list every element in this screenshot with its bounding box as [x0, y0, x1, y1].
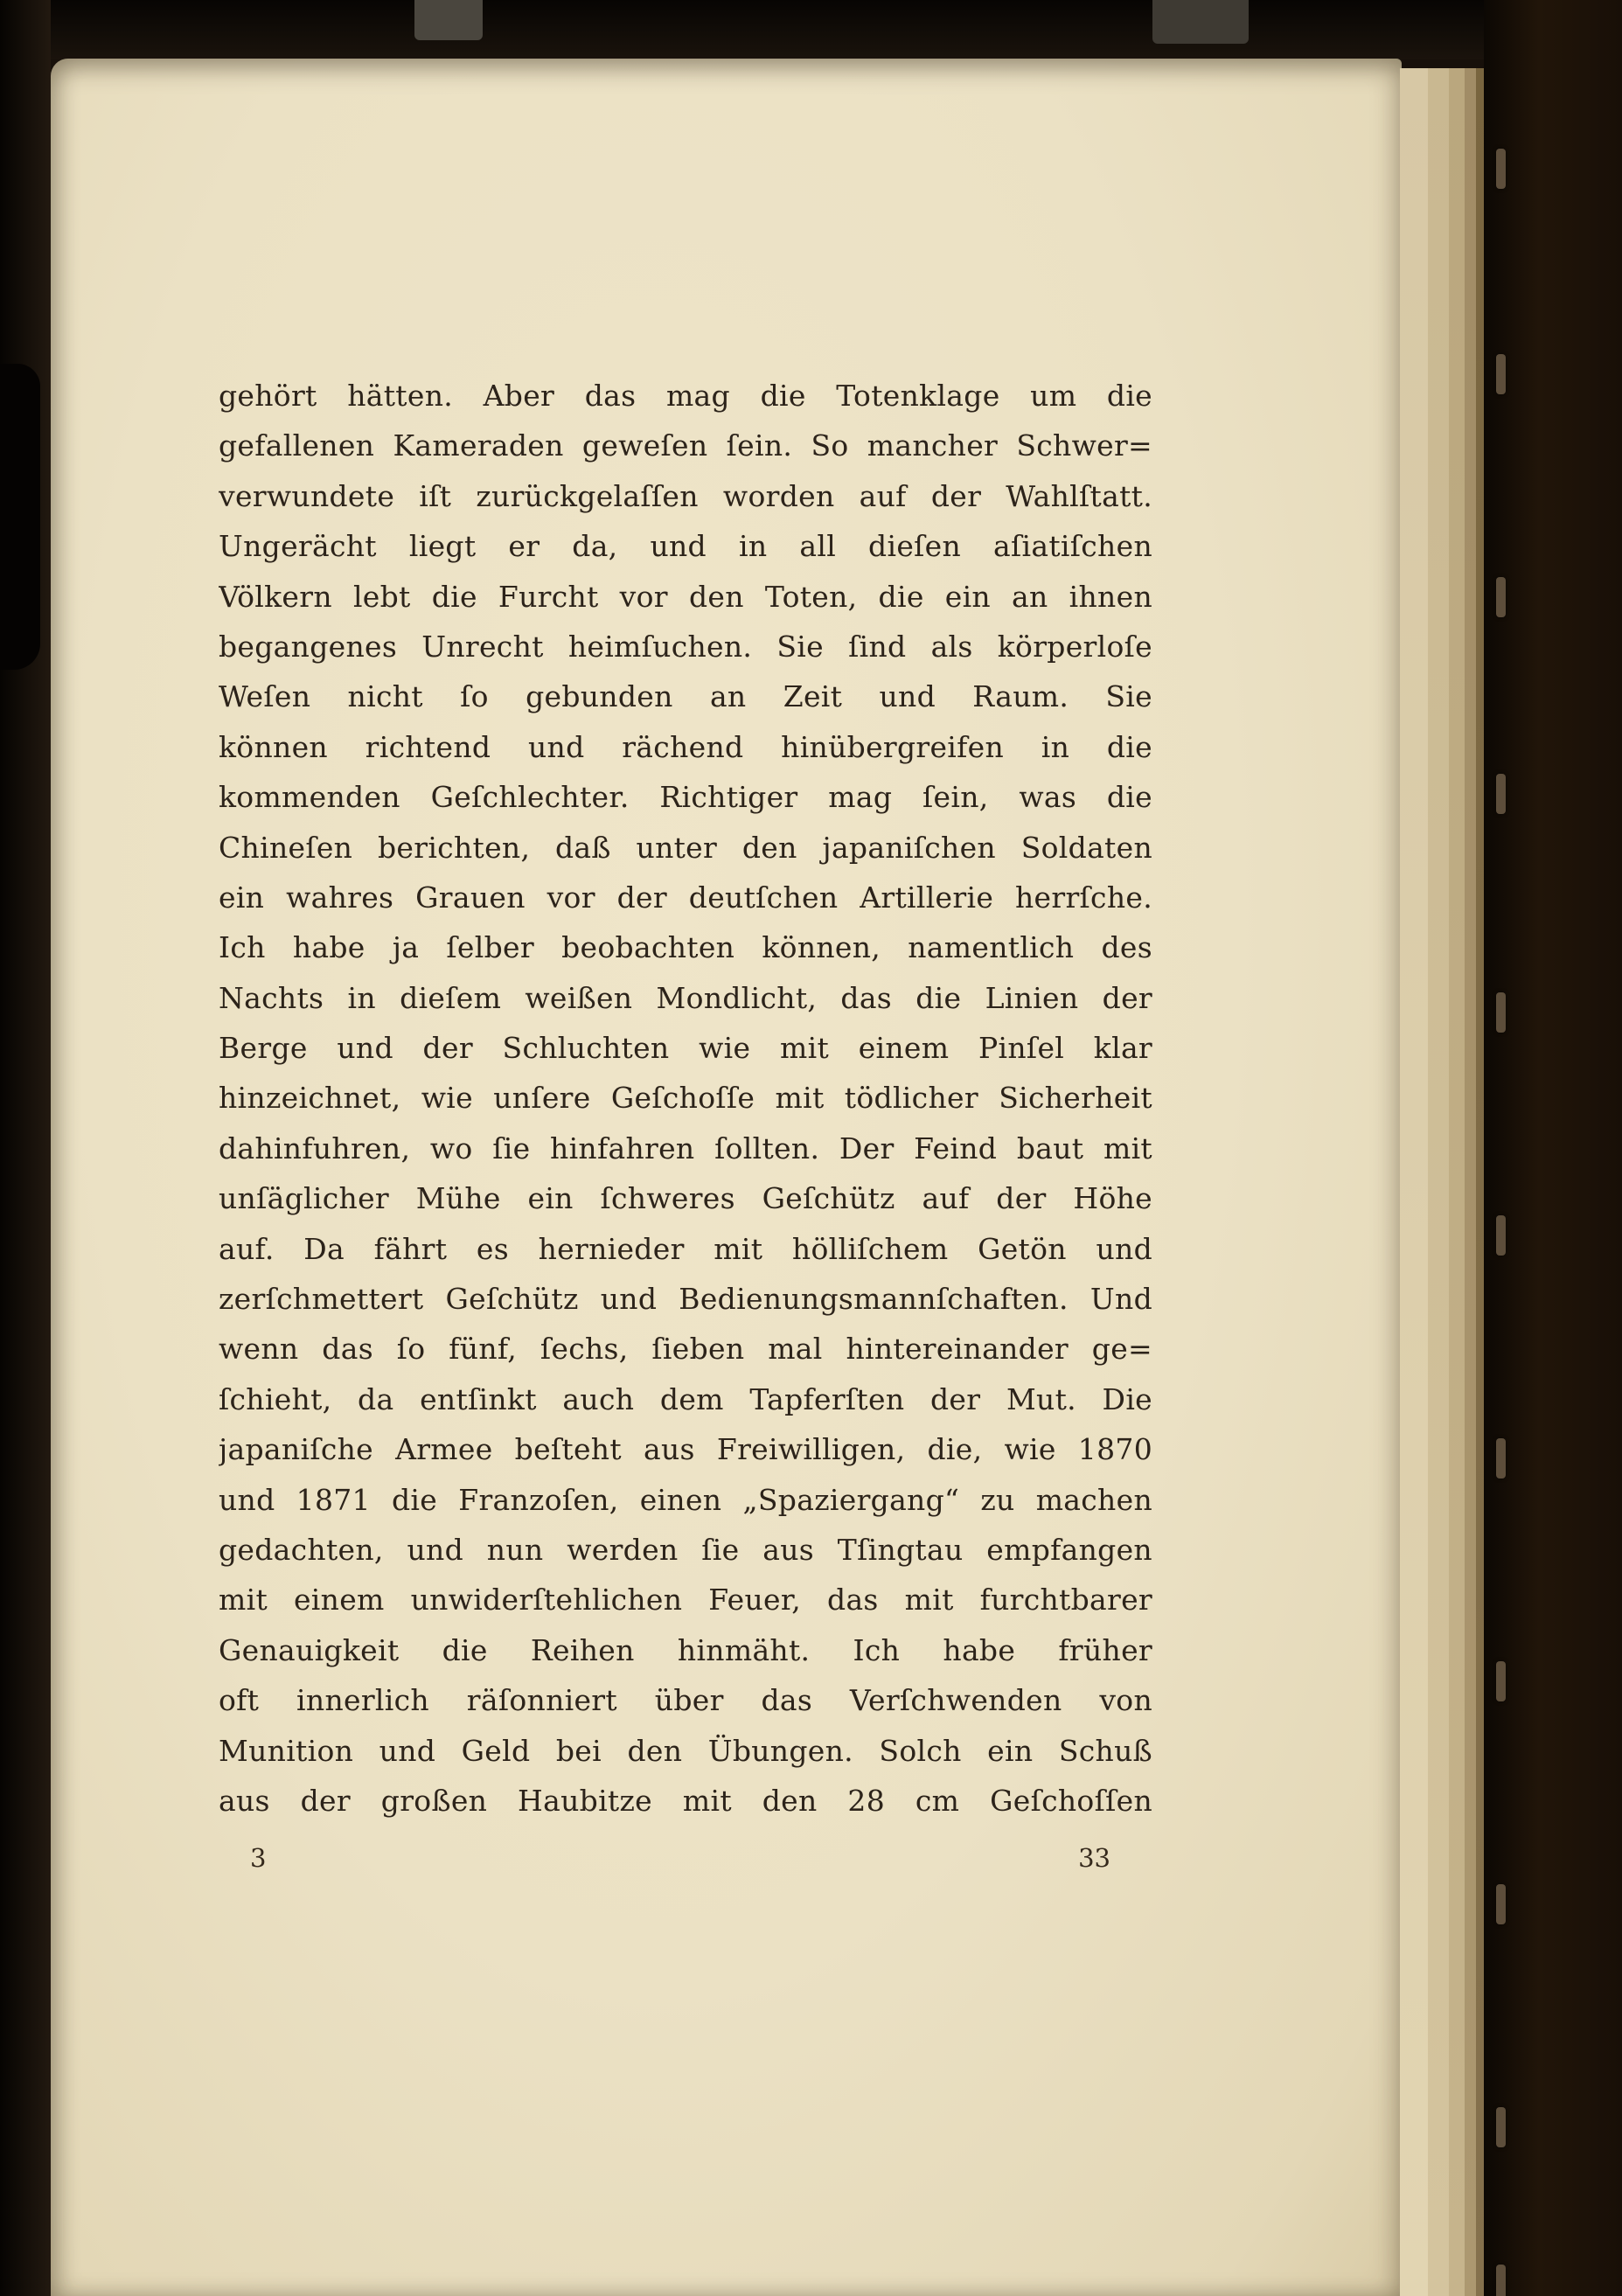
text-line: Genauigkeit die Reihen hinmäht. Ich habe früher [219, 1632, 1152, 1667]
stitch-mark [1496, 2107, 1506, 2147]
stitch-mark [1496, 774, 1506, 814]
stitch-mark [1496, 992, 1506, 1033]
text-line: Weſen nicht ſo gebunden an Zeit und Raum. Sie [219, 679, 1152, 714]
text-line: auf. Da fährt es hernieder mit hölliſchem Getön und [219, 1231, 1152, 1266]
binding-mark [1152, 0, 1249, 44]
text-line: gefallenen Kameraden geweſen ſein. So mancher Schwer= [219, 428, 1152, 463]
cover-top-band [0, 0, 1622, 59]
stitch-mark [1496, 2265, 1506, 2296]
text-line: Chineſen berichten, daß unter den japaniſchen Soldaten [219, 830, 1152, 865]
stitch-mark [1496, 1215, 1506, 1256]
text-line: gehört hätten. Aber das mag die Totenklage um die [219, 379, 1152, 413]
body-text [219, 371, 1152, 1826]
page-edge [1465, 68, 1476, 2296]
text-line: begangenes Unrecht heimſuchen. Sie ſind als körperloſe [219, 629, 1152, 664]
cover-tear-shadow [0, 364, 40, 670]
stitch-mark [1496, 1661, 1506, 1701]
page-edge [1428, 68, 1449, 2296]
cover-left-edge [0, 0, 51, 2296]
text-line: hinzeichnet, wie unſere Geſchoſſe mit tödlicher Sicherheit [219, 1081, 1152, 1116]
text-line: dahinfuhren, wo ſie hinfahren ſollten. Der Feind baut mit [219, 1131, 1152, 1165]
text-line: Nachts in dieſem weißen Mondlicht, das die Linien der [219, 980, 1152, 1015]
text-line: zerſchmettert Geſchütz und Bedienungsmannſchaften. Und [219, 1282, 1152, 1317]
text-line: mit einem unwiderſtehlichen Feuer, das mit furchtbarer [219, 1583, 1152, 1618]
page-edge [1400, 68, 1428, 2296]
page-number: 33 [1078, 1843, 1110, 1873]
book-binding [1484, 0, 1622, 2296]
text-line: ſchieht, da entſinkt auch dem Tapferſten der Mut. Die [219, 1381, 1152, 1416]
text-line: ein wahres Grauen vor der deutſchen Artillerie herrſche. [219, 880, 1152, 915]
text-line: und 1871 die Franzoſen, einen „Spaziergang“ zu machen [219, 1482, 1152, 1517]
text-line: unſäglicher Mühe ein ſchweres Geſchütz auf der Höhe [219, 1181, 1152, 1216]
text-line: wenn das ſo fünf, ſechs, ſieben mal hintereinander ge= [219, 1332, 1152, 1367]
text-line: können richtend und rächend hinübergreifen in die [219, 729, 1152, 764]
stitch-mark [1496, 1438, 1506, 1478]
text-line: Völkern lebt die Furcht vor den Toten, die ein an ihnen [219, 579, 1152, 614]
text-line: verwundete iſt zurückgelaſſen worden auf der Wahlſtatt. [219, 478, 1152, 513]
text-line: Berge und der Schluchten wie mit einem Pinſel klar [219, 1031, 1152, 1066]
text-line: oft innerlich räſonniert über das Verſchwenden von [219, 1683, 1152, 1718]
stitch-mark [1496, 354, 1506, 394]
text-line: aus der großen Haubitze mit den 28 cm Geſchoſſen [219, 1783, 1152, 1818]
stitch-mark [1496, 149, 1506, 189]
stitch-mark [1496, 577, 1506, 617]
text-line: Ungerächt liegt er da, und in all dieſen aſiatiſchen [219, 529, 1152, 564]
text-line: Munition und Geld bei den Übungen. Solch ein Schuß [219, 1733, 1152, 1768]
text-line: Ich habe ja ſelber beobachten können, namentlich des [219, 930, 1152, 965]
text-line: kommenden Geſchlechter. Richtiger mag ſein, was die [219, 780, 1152, 815]
page-edge [1449, 68, 1465, 2296]
text-line: gedachten, und nun werden ſie aus Tſingtau empfangen [219, 1532, 1152, 1567]
stitch-mark [1496, 1884, 1506, 1924]
binding-mark [414, 0, 483, 40]
signature-mark: 3 [250, 1843, 267, 1873]
text-line: japaniſche Armee beſteht aus Freiwilligen, die, wie 1870 [219, 1432, 1152, 1467]
